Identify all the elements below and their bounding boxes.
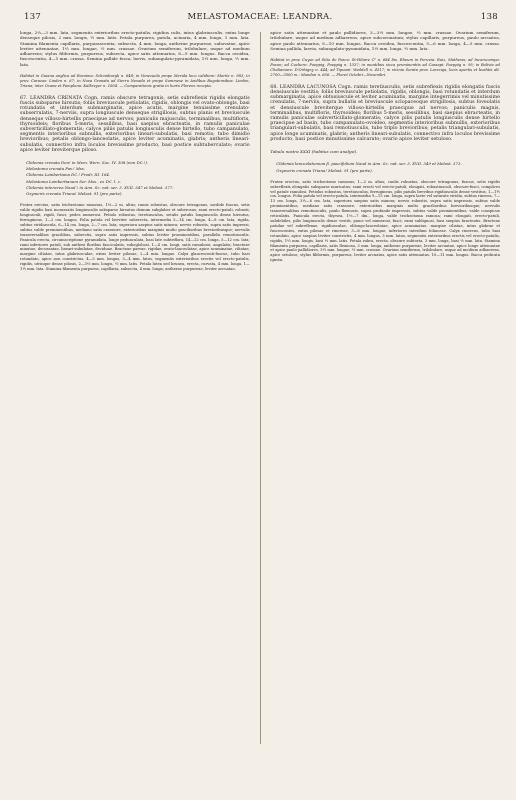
- species-67-block: [20, 96, 250, 153]
- synonym-line: Oxymeris crenata Triana! Melast. 91 (pro parte).: [26, 191, 123, 197]
- description-continued-right: apice satis attenuatae et paulo pallidiores, 3—3⅓ mm. longae, ⅓ mm. crassae. Ovarium semiferum, trilobulare, usque ad medium adhaerens, apice subcoronatum; stylus capillaris, purpureus, paulo arcuatus, apice paulo attenuatus, 9—10 mm. longus. Bacca ovoidea, fuscescentia, 5—6 mm. longa, 4—5 mm. crassa. Semina pallida, laevia, subangulato-pyramidata, 1⅓ mm. longa, ⅓ mm. lata.: [270, 30, 500, 51]
- species-67-description: Frutex erectus, satis tricheotome ramosus, 1⅔—2 m. altus; ramis robustus, obscure tetragonus, sordide fuscus, setis valde rigidis basi incrassatis longiusculis subsparse hirsutus demum subglaber et suberosus; rami erecto-patuli, robusti, longiusculi, rigidi, fusci, pedes numerosi. Petiolo robustus, teretiusculus, setulis patulis longiusculis dense hirsutus, ferrugineus, 1—2 cm. longus. Folia patula vel breviter suberecta, intermedia 5—14 cm. longa, 4—8 cm. lata, rigida, subtus viridiuscula, 6—14 cm. longa, 2—7 cm. lata; superiora saepius satis minora; nervis robustis, supra satis impressi, subtus valde prominentibus, mediano satis crassiore, exterioribus marginis multo gracilioribus brevioribusque; nervulis transversalibus gracilibus, subrectis, supra satis impressis, subtus leviter prominentibus, parallelis remotiusculis. Panicula erecta, circumscriptione pyramidata, longe pedunculata, basi late subtriflora, 14—22 cm. longa, 5—12 cm. lata; rami inferiores patuli, sub anthesi floribus fasciculatis, subeglobosi, 1—4 cm. longi, satis ramulosis, angulatis; bracteae minutae, decussatae, lineari-subulatae, deciduae. Bracteae parvae, rigidae, ovato-lanceolatae, apice acuminatae, ciliatae, margine ciliatae, intus glabriusculae, extus leviter pilosae, 2—4 mm. longae. Calyx glaucescenti-fuscus, tubo basi rotundato, apice non constrictus, 4—5 mm. longus, 3—4 mm. latus, segmentis exterioribus erectis vel erecto-patulis, rigidis, utrinque dense pilosis, 2—3⅓ mm. longis, ⅓ mm. latis. Petala lutea sed brunea, erecta, curvata, 4 mm. longa, 1—1⅓ mm. lata. Stamina filamenta purpurea, capillaria, subsecta, 4 mm. longa; antherae purpureae, leviter arcuatae,: [20, 203, 250, 272]
- habitat-paragraph-right: Habitat in prov. Cuyac ad Sitio de Pasco: St-Hilaire C² n. 684 bis. Rheum in Peruvia: Ruiz, Mathews; ad Incarocampo: Pavon; ad Cuchero: Poeppig, Poeppig n. 1337; in montibus sicca prominentiis ad Cassapi: Poeppig n. 95; in Bolivia ad Chaliamare: D'Orbigny n. 444; ad Tipuani: Weddell n. 4517; in vicinia Sorata prov. Larecaja, locis apertis et bushtis alt. 2700—3000 m.: Mandon n. 656. — Floret Octobri—Novembri.: [270, 58, 500, 77]
- synonym-line: Clidemia lanceolatomum β. paucifolium Naud in Ann. Sc. nat. ser. 3. XVII. 349 et Melast. 373.: [276, 161, 462, 167]
- habitat-paragraph: Habitat in Guiana anglica ad Roraima: Schomburgk n. 648; in Venezuela prope Merida loco calidiore: Moritz n. 983; in prov. Caracas: Linden n. 67; in Nova Granata ad Sierra Nevada et prope Summese in Andibus Bogotensibus: Linden, Triana; inter Ocana et Pamplona: Kalbreyer n. 1604. — Comparationis gratia in horto Florens recepta.: [20, 74, 250, 88]
- synonym-line: Melastoma Lambertianum Ser. Mss., ex DC. l. c.: [26, 178, 122, 184]
- synonym-line: Clidemia intencrea Naud.! in Ann. Sc. nat. ser. 3. XVII. 347 et Melast. 377.: [26, 184, 174, 190]
- synonym-line: Clidemia crenata Don! in Mem. Wern. Soc. IV. 308 (non DC.!).: [26, 160, 149, 166]
- species-68-description: Frutex erectus, satis tricheotome ramosus, 1—2 m. altus; caulis robustus, obscure tetragonus, fuscus, setis rigidis subreflexis elongatis subsparse muricatus; rami erecti vel erecto-patuli, elongati, robustiusculi, obscure-fusci, complices vel patule ramulosi. Petiolus robustus, teretiusculus, ferrugineus, pilis patulis brevibus rigidiusculis dense vestitus, 1—1½ cm. longus. Folia patula vel erecto-patula, intermedia 9—15 cm. longa, supra laete vel saturate viridia, subtus rinerea, 7—13 cm. longa, 3⅓—6 cm. lata, superiora saepius satis minora; nervis robustis, supra satis impressis, subtus valde prominentibus, mediano satis crassiore, exterioribus marginis multo gracilioribus brevioribusque; nervulis transversalibus remotiusculis, paulo flexuosis, supra profunde impressis, subtus valde prominentibus, valde conspicue reticulatis. Panicula erecta, thyrsea, 1⅔—7 dm., longa, valde tricheotoma ramosa; rami elongati, erecto-patuli, subdebiles, pilis longiusculis dense vestiti, pauci vel numerosi, fusci, rami sublignosi, basi saepius bracteatis. Bracteae patulae vel subreflexae, rigidiusculae, oblongo-lanceolatae, apice acuminatae, margine ciliatae, intus glabrae et fuscescentes, extus pilosae et rinereae, 3—6 mm. longae, inferiores interdum foliaceae. Calyx rinereus, tubo basi rotundato, apice saepius leviter constrictis, 4 mm. longus, 3 mm. latus, segmentis exterioribus erectis vel erecto-patulis, rigidis, 1⅓ mm. longis, basi ⅓ mm. latis. Petala rubra, erecta, obscure subtorta, 3 mm. longa, basi ⅓ mm. lata. Stamina filamenta purpurea, capillaria, satis flexuosa, 3 mm. longa; antherae purpureae, leviter arcuatae, apice longe attenuatae et apice paulo pallidiores, 3⅓ mm. longae, ⅓ mm. crassae. Ovarium semiferum, trilobulare, usque ad medium adhaerens, apice setuloso; stylus filiformis, purpureus, leviter arcuatus, apice satis attenuatus, 10—11 mm. longus. Bacca pedicata ignota.: [270, 179, 500, 263]
- synonym-line: Melastoma crenata Pav.! Mss.: [26, 166, 86, 172]
- column-divider: [260, 32, 261, 744]
- page-number-right: 138: [480, 12, 498, 22]
- two-column-body: [20, 30, 500, 744]
- species-68-block: [270, 85, 500, 142]
- synonym-line: Oxymeris crenata Triana! Melast. 91 (pro parte).: [276, 167, 373, 173]
- description-continued: longa, 2⅓—3 mm. lata, segmentis exterioribus erecto-patulis, rigidius culis, intus glabriusculis, extus longe denseque pilosis, 2 mm. longis, ⅓ mm. latis. Petala purpurea, patula, acinaria, 4 mm. longa, 1 mm. lata. Stamina filamenta capillaria, purpurascentia, subsecta, 4 mm. longa; antherae purpureae, subovatae, apice leviter attenuatae, 1⅓ mm. longae, ⅓ mm. crassae. Ovarium semiferum, trilobulare, usque ad medium adhaerens; stylus filiformis, purpureus, subsecta, apice satis attenuatus, 8—9 mm. longus. Bacca ovoidea, fuscescentia, 4—5 mm. crassa. Semina pallide fusca, laevis, subangulato-pyramidata, 1⅓ mm. longa, ⅓ mm. lata.: [20, 30, 250, 67]
- left-column: [20, 30, 250, 744]
- species-67-heading: 67. LEANDRA CRENATA Cogn. ramis obscure tetragonis, setis subrefiexis rigidis elongatis fuscis subsparse hirsutis; foliis breviuscule petiolatis, rigidis, oblongis vel ovato-oblongis, basi rotundatis et interdum submarginatis, apice acutis, margine tenuissime crenulato-subserrulatis, 7-nerviis, supra longiuscule denseque strigillosis, subtus planis et breviuscule denseque villoso-hirtellis praecipue ad nervos; paniculis majusculis, terminalibus, multifloris, thyrsoideis; floribus 5-meris, sessilibus, basi saepius ebracteatis, in ramulis paniculae subverticillato-glomeratis; calyce piliis patulis longiusculis dense hirtello, tubo campanulato, segmentis interioribus subnullis, exterioribus lineari-subulatis, basi remotis; tubo dimidio brevioribus; petalis oblongo-lanceolatis, apice leviter acuminatis, glabris; antheris lineari-subulatis, connectivo infra loculos brevissime producto, basi postice subtuberculato; ovario apice leviter breviterque piloso.: [20, 95, 250, 153]
- page-number-left: 137: [24, 12, 42, 22]
- species-68-heading: 68. LEANDRA LACUNOSA Cogn. ramis teretiusculis, setis subrefiexis rigidis elongatis fuscis densiuscule vestitis; foliis breviuscule petiolatis, rigidis, oblongis, basi rotundatis et interdum submarginatis, apice obtusiuscule et leviter acuminatis, margine integerrimis vel minutissime crenulatis, 7-nerviis, supra bullatis et breviuscule sclopaceoque strigillosis, subtus foveolatis et densiuscule breviterque villoso-hirtellis praecipue ad nervos; paniculis magnis, terminalibus, multifloris, thyrsoideis; floribus 5-meris, sessilibus, basi saepius ebracteatis, in ramulis paniculae subverticillato-glomeratis; calyce pilis patulis longiusculis dense hirtello praecipue ad basin, tubo campanulato-ovoideo, segmentis interioribus subnullis, exterioribus triangulari-subulatis, basi remotiusculis, tubo triplo brevioribus; petalis triangulari-subulatis, apice longe acuminatis, glabris; antheris lineari-subulatis, connectivo infra loculos brevissime producto, basi postice minutissime calcarato; ovario apice leviter setuloso.: [270, 84, 500, 142]
- synonym-line: Clidemia Lambertiana DC.! Prodr. III. 164.: [26, 172, 111, 178]
- running-title: MELASTOMACEAE: LEANDRA.: [187, 12, 333, 22]
- plate-reference: Tabula nostra XXXI (habitus cum analysi).: [270, 149, 358, 155]
- right-column: [270, 30, 500, 744]
- page-header: [20, 10, 500, 26]
